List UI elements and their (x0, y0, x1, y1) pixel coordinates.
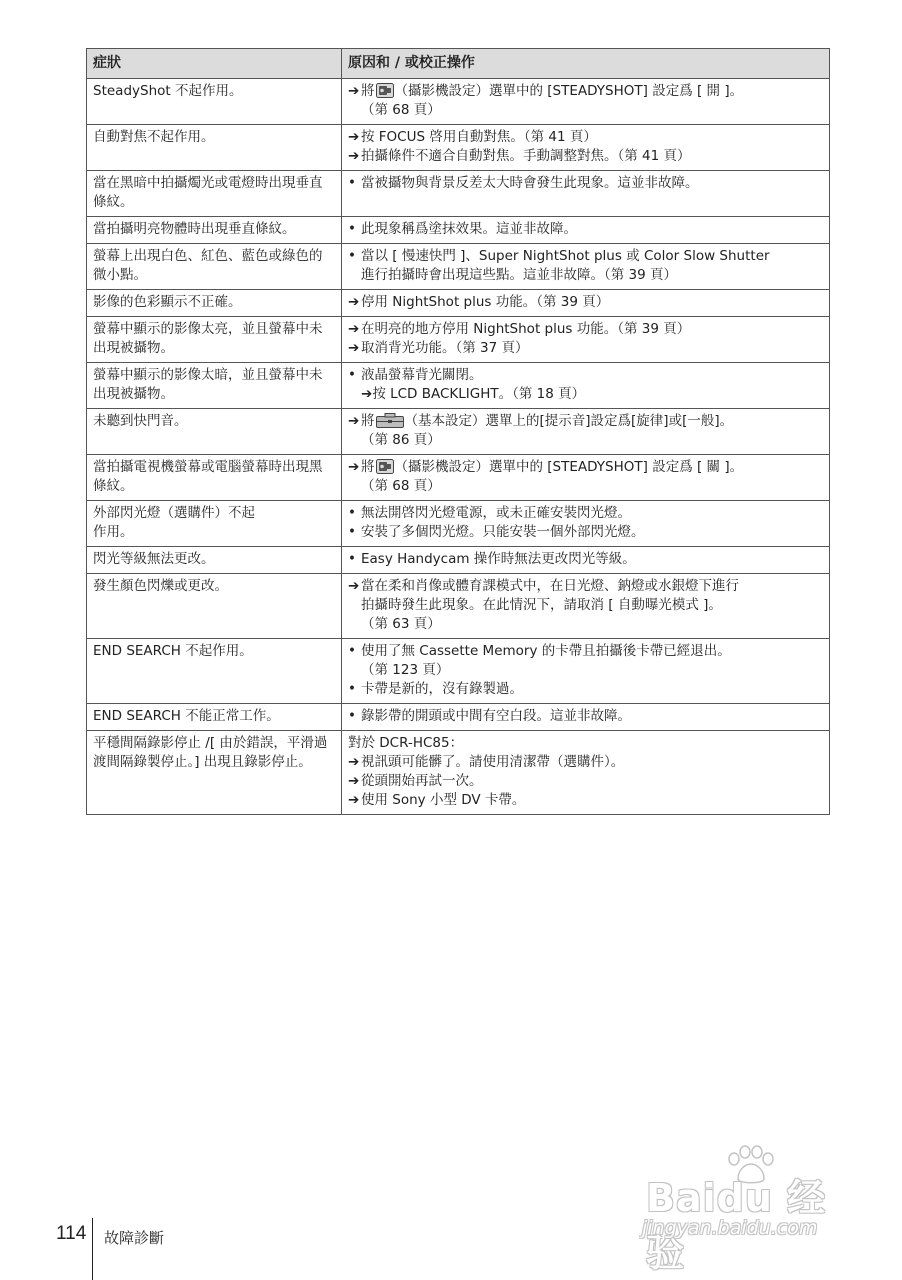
cause-line (348, 458, 823, 477)
cause-text: 安裝了多個閃光燈。只能安裝一個外部閃光燈。 (361, 524, 645, 540)
bullet-icon: • (348, 367, 356, 383)
cause-text: 停用 NightShot plus 功能。（第 39 頁） (361, 294, 610, 310)
cause-text: 此現象稱爲塗抹效果。這並非故障。 (361, 221, 577, 237)
cause-line (348, 707, 823, 726)
arrow-icon: ➔ (348, 340, 360, 356)
table-row (87, 217, 830, 244)
cause-text: 按 FOCUS 啓用自動對焦。（第 41 頁） (361, 129, 597, 145)
cause-text: 無法開啓閃光燈電源，或未正確安裝閃光燈。 (361, 505, 631, 521)
watermark-brand: Baidu 经验 (646, 1176, 827, 1275)
cause-cell (342, 455, 830, 501)
cause-text: 錄影帶的開頭或中間有空白段。這並非故障。 (361, 708, 631, 724)
cause-line (348, 772, 823, 791)
cause-cell (342, 731, 830, 815)
symptom-cell: 螢幕上出現白色、紅色、藍色或綠色的微小點。 (87, 244, 342, 290)
cause-text: （基本設定）選單上的[提示音]設定爲[旋律]或[一般]。 (404, 413, 734, 429)
cause-text: （第 123 頁） (361, 662, 450, 678)
cause-line (348, 615, 823, 634)
section-title: 故障診斷 (104, 1229, 165, 1247)
table-row (87, 317, 830, 363)
arrow-icon: ➔ (348, 792, 360, 808)
page-number: 114 (56, 1223, 87, 1244)
symptom-cell: END SEARCH 不能正常工作。 (87, 704, 342, 731)
cause-line (348, 385, 823, 404)
cause-line (348, 293, 823, 312)
cause-line (348, 550, 823, 569)
bullet-icon: • (348, 221, 356, 237)
cause-line (348, 431, 823, 450)
table-row (87, 731, 830, 815)
cause-line (348, 680, 823, 699)
cause-line (348, 147, 823, 166)
bullet-icon: • (348, 248, 356, 264)
cause-text: 當被攝物與背景反差太大時會發生此現象。這並非故障。 (361, 175, 699, 191)
cause-line (348, 642, 823, 661)
table-row (87, 639, 830, 704)
table-body (87, 79, 830, 815)
bullet-icon: • (348, 708, 356, 724)
cause-text: 將 (361, 459, 375, 475)
symptom-cell: 未聽到快門音。 (87, 409, 342, 455)
cause-line (348, 504, 823, 523)
arrow-icon: ➔ (348, 578, 360, 594)
cause-cell (342, 409, 830, 455)
cause-line (348, 174, 823, 193)
table-header-row (87, 49, 830, 79)
symptom-cell: 當在黑暗中拍攝燭光或電燈時出現垂直條紋。 (87, 171, 342, 217)
header-cause: 原因和 / 或校正操作 (342, 49, 830, 79)
cause-text: 使用了無 Cassette Memory 的卡帶且拍攝後卡帶已經退出。 (361, 643, 731, 659)
table-row (87, 363, 830, 409)
arrow-icon: ➔ (348, 773, 360, 789)
cause-text: 按 LCD BACKLIGHT。（第 18 頁） (372, 386, 586, 402)
table-row (87, 574, 830, 639)
arrow-icon: ➔ (361, 386, 373, 402)
table-row (87, 244, 830, 290)
cause-text: 從頭開始再試一次。 (361, 773, 483, 789)
symptom-cell: 當拍攝明亮物體時出現垂直條紋。 (87, 217, 342, 244)
troubleshooting-table (86, 48, 830, 815)
arrow-icon: ➔ (348, 413, 360, 429)
table-row (87, 704, 830, 731)
baidu-watermark (640, 1145, 860, 1275)
arrow-icon: ➔ (348, 294, 360, 310)
cause-text: 拍攝條件不適合自動對焦。手動調整對焦。（第 41 頁） (361, 148, 691, 164)
cause-text: （攝影機設定）選單中的 [STEADYSHOT] 設定爲 [ 關 ]。 (394, 459, 744, 475)
cause-text: 液晶螢幕背光關閉。 (361, 367, 483, 383)
symptom-cell: 當拍攝電視機螢幕或電腦螢幕時出現黑條紋。 (87, 455, 342, 501)
cause-line (348, 477, 823, 496)
table-row (87, 547, 830, 574)
camera-settings-icon (376, 459, 394, 474)
cause-text: 當以 [ 慢速快門 ]、Super NightShot plus 或 Color Slow Shutter (361, 248, 770, 264)
arrow-icon: ➔ (348, 321, 360, 337)
symptom-cell: 發生顏色閃爍或更改。 (87, 574, 342, 639)
bullet-icon: • (348, 681, 356, 697)
cause-text: （攝影機設定）選單中的 [STEADYSHOT] 設定爲 [ 開 ]。 (394, 83, 744, 99)
symptom-cell: 影像的色彩顯示不正確。 (87, 290, 342, 317)
arrow-icon: ➔ (348, 83, 360, 99)
arrow-icon: ➔ (348, 754, 360, 770)
cause-line (348, 101, 823, 120)
cause-line (348, 320, 823, 339)
table-row (87, 171, 830, 217)
cause-cell (342, 79, 830, 125)
table-row (87, 79, 830, 125)
cause-line (348, 523, 823, 542)
cause-cell (342, 171, 830, 217)
cause-text: （第 63 頁） (361, 616, 441, 632)
table-row (87, 501, 830, 547)
cause-text: 使用 Sony 小型 DV 卡帶。 (361, 792, 526, 808)
cause-line (348, 596, 823, 615)
cause-cell (342, 244, 830, 290)
table-row (87, 125, 830, 171)
footer-divider (92, 1218, 93, 1280)
table-row (87, 290, 830, 317)
cause-line (348, 220, 823, 239)
cause-line (348, 82, 823, 101)
symptom-cell: 外部閃光燈（選購件）不起 作用。 (87, 501, 342, 547)
cause-line (348, 734, 823, 753)
watermark-url: jingyan.baidu.com (642, 1217, 818, 1239)
symptom-cell: 螢幕中顯示的影像太亮，並且螢幕中未出現被攝物。 (87, 317, 342, 363)
cause-text: 在明亮的地方停用 NightShot plus 功能。（第 39 頁） (361, 321, 691, 337)
cause-cell (342, 363, 830, 409)
cause-text: 取消背光功能。（第 37 頁） (361, 340, 529, 356)
symptom-cell: 平穩間隔錄影停止 /[ 由於錯誤，平滑過渡間隔錄製停止。] 出現且錄影停止。 (87, 731, 342, 815)
bullet-icon: • (348, 524, 356, 540)
symptom-cell: 螢幕中顯示的影像太暗，並且螢幕中未出現被攝物。 (87, 363, 342, 409)
cause-text: 當在柔和肖像或體育課模式中，在日光燈、鈉燈或水銀燈下進行 (361, 578, 739, 594)
cause-text: 進行拍攝時會出現這些點。這並非故障。（第 39 頁） (361, 267, 678, 283)
cause-text: 拍攝時發生此現象。在此情況下，請取消 [ 自動曝光模式 ]。 (361, 597, 722, 613)
cause-cell (342, 704, 830, 731)
cause-cell (342, 290, 830, 317)
cause-line (348, 753, 823, 772)
basic-settings-icon (376, 413, 404, 428)
cause-line (348, 577, 823, 596)
cause-line (348, 412, 823, 431)
bullet-icon: • (348, 643, 356, 659)
cause-cell (342, 639, 830, 704)
cause-text: 對於 DCR-HC85： (348, 735, 464, 751)
cause-line (348, 128, 823, 147)
header-symptom: 症狀 (87, 49, 342, 79)
cause-cell (342, 574, 830, 639)
cause-text: （第 86 頁） (361, 432, 441, 448)
cause-text: 卡帶是新的，沒有錄製過。 (361, 681, 523, 697)
camera-settings-icon (376, 83, 394, 98)
cause-text: Easy Handycam 操作時無法更改閃光等級。 (361, 551, 636, 567)
arrow-icon: ➔ (348, 148, 360, 164)
symptom-cell: 閃光等級無法更改。 (87, 547, 342, 574)
cause-line (348, 339, 823, 358)
bullet-icon: • (348, 551, 356, 567)
cause-cell (342, 125, 830, 171)
cause-text: 將 (361, 83, 375, 99)
cause-cell (342, 501, 830, 547)
bullet-icon: • (348, 505, 356, 521)
symptom-cell: 自動對焦不起作用。 (87, 125, 342, 171)
cause-cell (342, 317, 830, 363)
cause-line (348, 791, 823, 810)
cause-text: 視訊頭可能髒了。請使用清潔帶（選購件）。 (361, 754, 625, 770)
cause-cell (342, 547, 830, 574)
cause-line (348, 247, 823, 266)
cause-line (348, 661, 823, 680)
table-row (87, 455, 830, 501)
cause-text: （第 68 頁） (361, 478, 441, 494)
arrow-icon: ➔ (348, 459, 360, 475)
cause-cell (342, 217, 830, 244)
symptom-cell: SteadyShot 不起作用。 (87, 79, 342, 125)
cause-line (348, 366, 823, 385)
table-row (87, 409, 830, 455)
cause-text: 將 (361, 413, 375, 429)
cause-text: （第 68 頁） (361, 102, 441, 118)
cause-line (348, 266, 823, 285)
bullet-icon: • (348, 175, 356, 191)
symptom-cell: END SEARCH 不起作用。 (87, 639, 342, 704)
arrow-icon: ➔ (348, 129, 360, 145)
